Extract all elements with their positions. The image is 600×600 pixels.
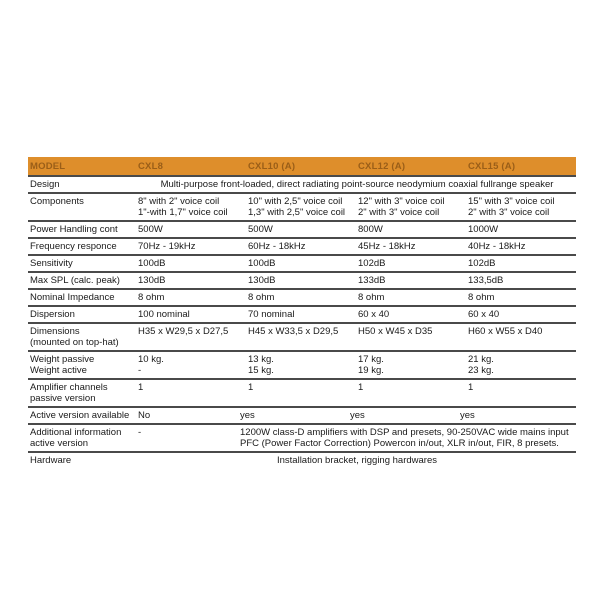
row-label-line1-components: Components [30,196,84,207]
cell-amplifier-channels-col4: 1 [468,382,474,393]
row-label-max-spl [28,275,138,286]
cell-components-col1 [138,196,248,218]
row-label-design [28,179,138,190]
spec-row-weight [28,352,576,380]
cell-power-handling-cont-col1: 500W [138,224,163,235]
row-label-line1-dimensions: Dimensions [30,326,80,337]
cell-components-col1-line2: 1"-with 1,7" voice coil [138,207,228,218]
row-label-active-version-available [28,410,138,421]
cell-power-handling-cont-col3: 800W [358,224,383,235]
cell-max-spl-col4: 133,5dB [468,275,504,286]
row-label-line1-additional-information: Additional information [30,427,122,438]
cell-weight-col4 [468,354,576,376]
cell-active-version-available-col3: yes [350,410,365,421]
row-label-components [28,196,138,218]
cell-weight-col2-line2: 15 kg. [248,365,274,376]
cell-components-col1-line1: 8" with 2" voice coil [138,196,220,207]
row-label-line1-power-handling-cont: Power Handling cont [30,224,118,235]
cell-frequency-responce-col2: 60Hz - 18kHz [248,241,306,252]
cell-power-handling-cont-col2: 500W [248,224,273,235]
cell-dispersion-col3: 60 x 40 [358,309,390,320]
cell-components-col4-line1: 15" with 3" voice coil [468,196,555,207]
cell-components-col3-line2: 2" with 3" voice coil [358,207,440,218]
spec-row-max-spl [28,273,576,290]
row-label-hardware [28,455,138,466]
cell-weight-col1-line2: - [138,365,142,376]
merged-value-hardware: Installation bracket, rigging hardwares [276,455,437,466]
cell-nominal-impedance-col1: 8 ohm [138,292,165,303]
spec-row-design [28,177,576,194]
cell-amplifier-channels-col2: 1 [248,382,254,393]
cell-weight-col1-line1: 10 kg. [138,354,164,365]
cell-weight-col1 [138,354,248,376]
cell-weight-col2 [248,354,358,376]
spec-row-nominal-impedance [28,290,576,307]
header-col-cxl10-a: CXL10 (A) [248,161,296,172]
cell-sensitivity-col3: 102dB [358,258,386,269]
cell-frequency-responce-col3: 45Hz - 18kHz [358,241,416,252]
row-label-dimensions [28,326,138,348]
cell-weight-col4-line2: 23 kg. [468,365,494,376]
row-label-frequency-responce [28,241,138,252]
row-label-power-handling-cont [28,224,138,235]
spec-row-additional-information [28,425,576,453]
cell-nominal-impedance-col3: 8 ohm [358,292,385,303]
spec-row-dimensions [28,324,576,352]
cell-max-spl-col1: 130dB [138,275,166,286]
cell-dimensions-col2: H45 x W33,5 x D29,5 [248,326,339,337]
cell-components-col3 [358,196,468,218]
table-body [28,177,576,468]
row-label-line1-nominal-impedance: Nominal Impedance [30,292,115,303]
header-col-cxl8: CXL8 [138,161,164,172]
cell-components-col2 [248,196,358,218]
row-label-line1-weight: Weight passive [30,354,95,365]
row-label-line2-additional-information: active version [30,438,89,449]
cell-power-handling-cont-col4: 1000W [468,224,499,235]
cell-components-col4 [468,196,576,218]
table-header-row [28,157,576,177]
cell-dimensions-col1: H35 x W29,5 x D27,5 [138,326,229,337]
merged-value-design: Multi-purpose front-loaded, direct radiating point-source neodymium coaxial fullrange speaker [160,179,554,190]
row-label-line1-design: Design [30,179,60,190]
row-label-line1-sensitivity: Sensitivity [30,258,73,269]
cell-active-version-available-col2: yes [240,410,255,421]
cell-dispersion-col1: 100 nominal [138,309,190,320]
row-label-nominal-impedance [28,292,138,303]
cell-sensitivity-col2: 100dB [248,258,276,269]
cell-components-col2-line2: 1,3" with 2,5" voice coil [248,207,346,218]
cell-dispersion-col2: 70 nominal [248,309,295,320]
row-label-weight [28,354,138,376]
cell-nominal-impedance-col4: 8 ohm [468,292,495,303]
header-model-label: MODEL [30,161,66,172]
cell-amplifier-channels-col3: 1 [358,382,364,393]
merged-value-additional-information-line2: PFC (Power Factor Correction) Powercon in/out, XLR in/out, FIR, 8 presets. [240,438,559,449]
cell-additional-information-col1: - [138,427,142,438]
cell-sensitivity-col1: 100dB [138,258,166,269]
cell-weight-col3-line1: 17 kg. [358,354,384,365]
merged-value-additional-information [240,427,568,449]
cell-weight-col3-line2: 19 kg. [358,365,384,376]
cell-components-col3-line1: 12" with 3" voice coil [358,196,445,207]
cell-active-version-available-col4: yes [460,410,475,421]
cell-nominal-impedance-col2: 8 ohm [248,292,275,303]
header-col-cxl12-a: CXL12 (A) [358,161,406,172]
spec-row-dispersion [28,307,576,324]
cell-amplifier-channels-col1: 1 [138,382,144,393]
row-label-line1-max-spl: Max SPL (calc. peak) [30,275,120,286]
spec-row-power-handling-cont [28,222,576,239]
row-label-line2-amplifier-channels: passive version [30,393,96,404]
row-label-dispersion [28,309,138,320]
cell-frequency-responce-col4: 40Hz - 18kHz [468,241,526,252]
cell-weight-col2-line1: 13 kg. [248,354,274,365]
row-label-line1-frequency-responce: Frequency responce [30,241,117,252]
cell-max-spl-col2: 130dB [248,275,276,286]
row-label-line1-amplifier-channels: Amplifier channels [30,382,108,393]
cell-max-spl-col3: 133dB [358,275,386,286]
header-col-cxl15-a: CXL15 (A) [468,161,516,172]
cell-active-version-available-col1: No [138,410,151,421]
cell-dispersion-col4: 60 x 40 [468,309,500,320]
cell-weight-col4-line1: 21 kg. [468,354,494,365]
spec-row-hardware [28,453,576,468]
row-label-line1-dispersion: Dispersion [30,309,75,320]
spec-row-components [28,194,576,222]
cell-dimensions-col4: H60 x W55 x D40 [468,326,543,337]
cell-weight-col3 [358,354,468,376]
row-label-line1-active-version-available: Active version available [30,410,130,421]
spec-row-amplifier-channels [28,380,576,408]
merged-value-additional-information-line1: 1200W class-D amplifiers with DSP and presets, 90-250VAC wide mains input [240,427,569,438]
row-label-line2-dimensions: (mounted on top-hat) [30,337,119,348]
row-label-sensitivity [28,258,138,269]
spec-row-frequency-responce [28,239,576,256]
cell-sensitivity-col4: 102dB [468,258,496,269]
spec-row-sensitivity [28,256,576,273]
row-label-additional-information [28,427,138,449]
cell-components-col2-line1: 10" with 2,5" voice coil [248,196,343,207]
row-label-line1-hardware: Hardware [30,455,72,466]
cell-dimensions-col3: H50 x W45 x D35 [358,326,433,337]
cell-components-col4-line2: 2" with 3" voice coil [468,207,550,218]
spec-row-active-version-available [28,408,576,425]
cell-frequency-responce-col1: 70Hz - 19kHz [138,241,196,252]
speaker-spec-table [28,157,576,468]
row-label-line2-weight: Weight active [30,365,87,376]
row-label-amplifier-channels [28,382,138,404]
